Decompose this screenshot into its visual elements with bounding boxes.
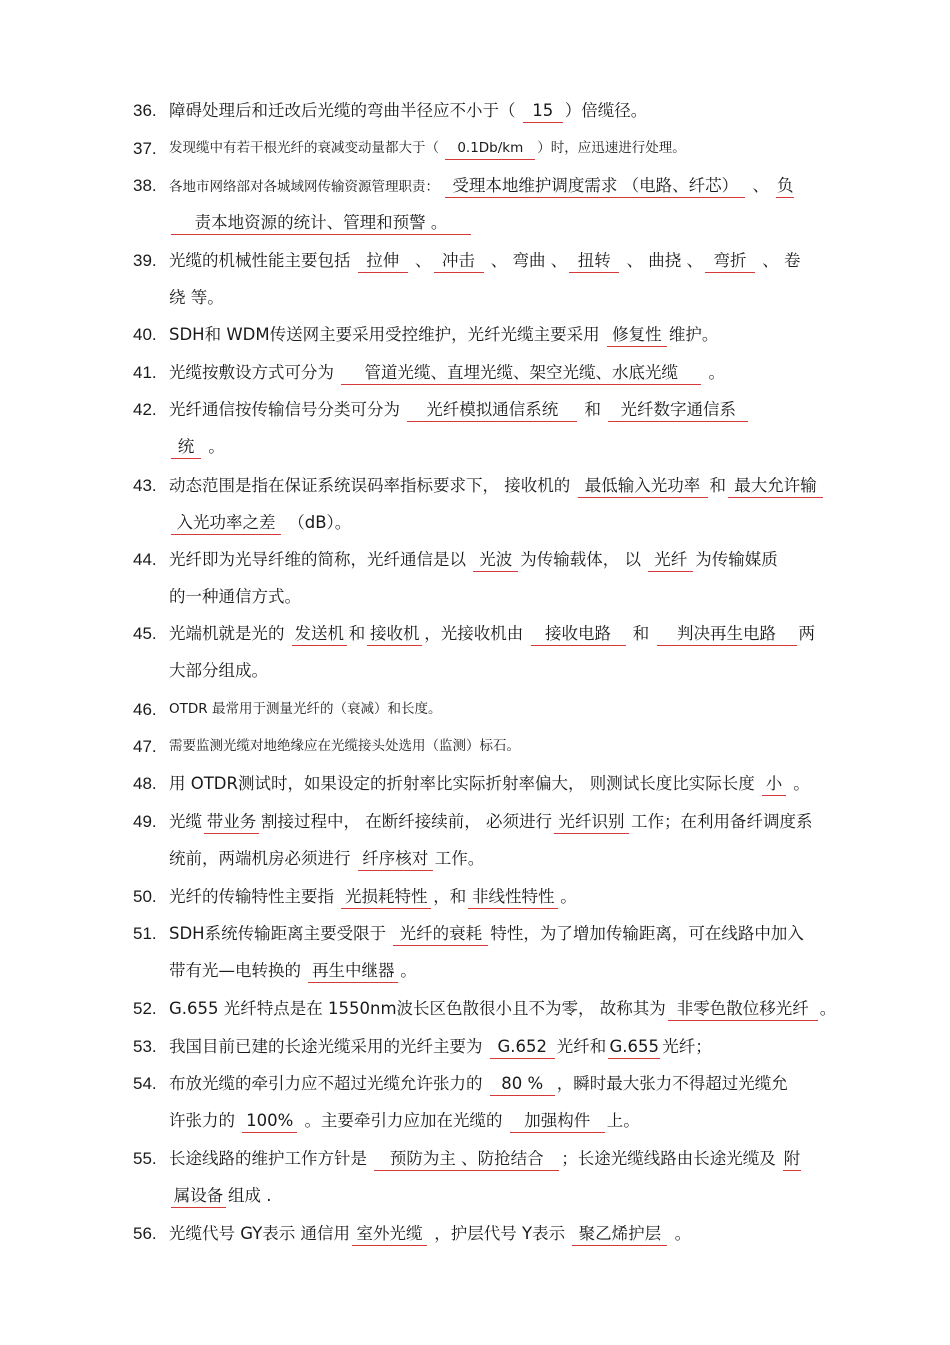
answer-blank: 责本地资源的统计、管理和预警 。	[171, 212, 471, 235]
question-number: 50.	[133, 887, 157, 906]
question-text: 工作；在利用备纤调度系	[631, 812, 813, 831]
question-line	[169, 167, 869, 206]
question-line	[169, 578, 869, 615]
question-text: OTDR 最常用于测量光纤的（衰减）和长度。	[169, 701, 442, 717]
question-text: 光纤；	[662, 1037, 712, 1056]
answer-blank: 最低输入光功率	[578, 475, 708, 498]
question-text: ，护层代号 Y表示	[429, 1224, 571, 1243]
answer-blank: 光纤模拟通信系统	[407, 399, 577, 422]
question-text: 、	[747, 176, 775, 195]
question-line	[169, 541, 869, 578]
answer-blank: 预防为主 、防抢结合	[374, 1148, 559, 1171]
question-line	[169, 952, 869, 989]
question-text: 。	[203, 437, 225, 456]
answer-blank: 修复性	[607, 324, 667, 347]
question-number: 52.	[133, 999, 157, 1018]
answer-blank: 光损耗特性	[341, 886, 431, 909]
question-line	[169, 354, 869, 391]
answer-blank: 拉伸	[358, 250, 408, 273]
question-text: 。	[787, 774, 810, 793]
answer-blank: 统	[171, 436, 201, 459]
question-line	[169, 915, 869, 952]
question-text: SDH系统传输距离主要受限于	[169, 924, 392, 943]
question-line	[169, 803, 869, 840]
answer-blank: 15	[523, 100, 563, 123]
question-number: 42.	[133, 400, 157, 419]
question-text: 割接过程中， 在断纤接续前， 必须进行	[261, 812, 552, 831]
answer-blank: 带业务	[204, 811, 259, 834]
question-number: 41.	[133, 363, 157, 382]
question-text: 、 弯曲 、	[485, 251, 568, 270]
question-text: SDH和 WDM传送网主要采用受控维护，光纤光缆主要采用	[169, 325, 605, 344]
question-text: 和	[627, 624, 655, 643]
question-text: 。	[400, 961, 417, 980]
question-line	[169, 130, 869, 167]
question-line	[169, 1215, 869, 1252]
question-line	[169, 840, 869, 877]
question-text: 、 曲挠 、	[621, 251, 703, 270]
question-line	[169, 878, 869, 915]
question-text: ，光接收机由	[424, 624, 529, 643]
question-number: 45.	[133, 624, 157, 643]
answer-blank: 光纤	[648, 549, 693, 572]
answer-blank: 室外光缆	[352, 1223, 427, 1246]
question-number: 46.	[133, 700, 157, 719]
question-text: 光缆	[169, 812, 202, 831]
question-number: 38.	[133, 176, 157, 195]
answer-blank: 纤序核对	[358, 848, 433, 871]
question-text: 工作。	[434, 849, 485, 868]
question-line	[169, 615, 869, 652]
question-line	[169, 691, 869, 728]
question-text: 。	[819, 999, 837, 1018]
question-text: 和	[579, 400, 607, 419]
question-line	[169, 1140, 869, 1177]
question-text: 为传输媒质	[695, 550, 778, 569]
question-number: 44.	[133, 550, 157, 569]
question-text: （dB）。	[283, 513, 352, 532]
question-number: 36.	[133, 101, 157, 120]
question-number: 53.	[133, 1037, 157, 1056]
question-number: 55.	[133, 1149, 157, 1168]
answer-blank: 冲击	[434, 250, 484, 273]
question-text: 。	[669, 1224, 692, 1243]
question-text: 需要监测光缆对地绝缘应在光缆接头处选用（监测）标石。	[169, 738, 520, 754]
answer-blank: 最大允许输	[728, 475, 823, 498]
question-text: 。主要牵引力应加在光缆的	[299, 1111, 508, 1130]
question-line	[169, 204, 869, 241]
question-text: 动态范围是指在保证系统误码率指标要求下， 接收机的	[169, 476, 576, 495]
answer-blank: 光纤的衰耗	[393, 923, 488, 946]
answer-blank: 80 %	[490, 1073, 555, 1096]
answer-blank: 非线性特性	[468, 886, 558, 909]
question-number: 39.	[133, 251, 157, 270]
question-text: 光纤的传输特性主要指	[169, 887, 340, 906]
answer-blank: 接收电路	[531, 623, 626, 646]
question-text: 大部分组成。	[169, 661, 268, 680]
question-text: 光纤即为光导纤维的简称，光纤通信是以	[169, 550, 472, 569]
answer-blank: 再生中继器	[308, 960, 398, 983]
question-text: 和	[348, 624, 366, 643]
question-text: 。	[560, 887, 577, 906]
question-number: 47.	[133, 737, 157, 756]
answer-blank: 接收机	[367, 623, 422, 646]
question-text: ，和	[433, 887, 467, 906]
answer-blank: 入光功率之差	[171, 512, 281, 535]
question-text: 光端机就是光的	[169, 624, 290, 643]
question-number: 40.	[133, 325, 157, 344]
question-line	[169, 728, 869, 765]
question-line	[169, 428, 869, 465]
question-text: ；长途光缆线路由长途光缆及	[561, 1149, 781, 1168]
question-text: 上。	[606, 1111, 640, 1130]
answer-blank: 发送机	[292, 623, 347, 646]
question-text: 带有光—电转换的	[169, 961, 307, 980]
question-line	[169, 242, 869, 279]
question-text: ）倍缆径。	[564, 101, 648, 120]
question-number: 51.	[133, 924, 157, 943]
question-line	[169, 990, 869, 1027]
answer-blank: 判决再生电路	[657, 623, 797, 646]
answer-blank: 光纤识别	[554, 811, 629, 834]
question-text: 许张力的	[169, 1111, 241, 1130]
answer-blank: 聚乙烯护层	[572, 1223, 667, 1246]
question-text: 光纤和	[556, 1037, 607, 1056]
answer-blank: 属设备	[171, 1185, 226, 1208]
answer-blank: G.655	[608, 1036, 660, 1059]
answer-blank: 负	[776, 175, 794, 198]
answer-blank: 管道光缆、直埋光缆、架空光缆、水底光缆	[341, 362, 701, 385]
question-number: 43.	[133, 476, 157, 495]
question-text: 、 卷	[757, 251, 801, 270]
question-text: 、	[409, 251, 432, 270]
question-text: 光缆的机械性能主要包括	[169, 251, 356, 270]
question-text: 两	[798, 624, 815, 643]
question-line	[169, 765, 869, 802]
question-line	[169, 1102, 869, 1139]
question-text: 各地市网络部对各城域网传输资源管理职责：	[169, 179, 444, 195]
answer-blank: 100%	[242, 1110, 297, 1133]
question-line	[169, 1028, 869, 1065]
question-text: 发现缆中有若干根光纤的衰减变动量都大于（	[169, 140, 444, 156]
question-line	[169, 1177, 869, 1214]
question-text: 长途线路的维护工作方针是	[169, 1149, 373, 1168]
answer-blank: 受理本地维护调度需求 （电路、纤芯）	[445, 175, 745, 198]
question-text: ，瞬时最大张力不得超过光缆允	[556, 1074, 788, 1093]
answer-blank: 小	[762, 773, 786, 796]
question-text: G.655 光纤特点是在 1550nm波长区色散很小且不为零， 故称其为	[169, 999, 666, 1018]
question-text: 光纤通信按传输信号分类可分为	[169, 400, 406, 419]
question-line	[169, 652, 869, 689]
question-text: 统前，两端机房必须进行	[169, 849, 356, 868]
question-text: 为传输载体， 以	[520, 550, 647, 569]
question-line	[169, 92, 869, 129]
answer-blank: 0.1Db/km	[445, 137, 535, 160]
question-text: 。	[703, 363, 725, 382]
question-number: 37.	[133, 139, 157, 158]
answer-blank: 加强构件	[510, 1110, 605, 1133]
question-line	[169, 1065, 869, 1102]
question-text: 用 OTDR测试时，如果设定的折射率比实际折射率偏大， 则测试长度比实际长度	[169, 774, 760, 793]
answer-blank: 附	[783, 1148, 801, 1171]
question-number: 49.	[133, 812, 157, 831]
question-text: 光缆代号 GY表示 通信用	[169, 1224, 351, 1243]
question-text: 的一种通信方式。	[169, 587, 301, 606]
answer-blank: 扭转	[569, 250, 619, 273]
answer-blank: 弯折	[705, 250, 755, 273]
question-line	[169, 316, 869, 353]
question-line	[169, 504, 869, 541]
question-text: 和	[709, 476, 726, 495]
answer-blank: 非零色散位移光纤	[668, 998, 818, 1021]
question-text: 布放光缆的牵引力应不超过光缆允许张力的	[169, 1074, 488, 1093]
question-text: 我国目前已建的长途光缆采用的光纤主要为	[169, 1037, 488, 1056]
question-text: 特性，为了增加传输距离，可在线路中加入	[490, 924, 804, 943]
question-line	[169, 391, 869, 428]
answer-blank: G.652	[490, 1036, 555, 1059]
question-text: 绕 等。	[169, 288, 224, 307]
answer-blank: 光纤数字通信系	[608, 399, 748, 422]
question-number: 48.	[133, 774, 157, 793]
question-text: 维护。	[668, 325, 719, 344]
answer-blank: 光波	[473, 549, 518, 572]
question-text: 光缆按敷设方式可分为	[169, 363, 340, 382]
question-number: 56.	[133, 1224, 157, 1243]
question-text: 障碍处理后和迁改后光缆的弯曲半径应不小于（	[169, 101, 521, 120]
question-line	[169, 279, 869, 316]
question-number: 54.	[133, 1074, 157, 1093]
question-text: ）时，应迅速进行处理。	[537, 140, 686, 156]
question-line	[169, 467, 869, 504]
question-text: 组成 .	[228, 1186, 272, 1205]
